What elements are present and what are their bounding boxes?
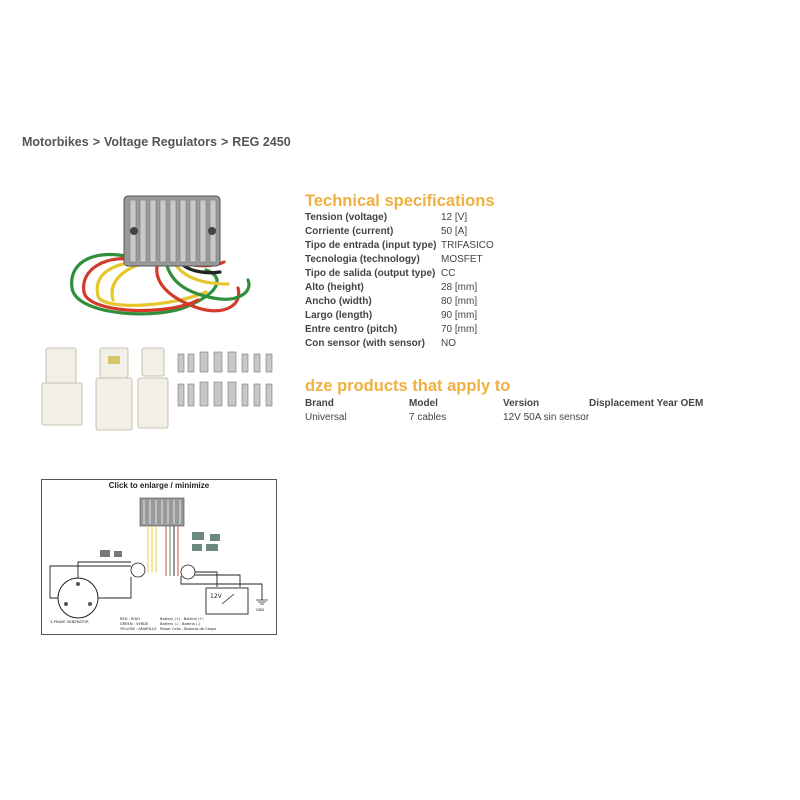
spec-value: 50 [A] [441, 226, 468, 237]
applicable-products [305, 376, 775, 425]
spec-value: 28 [mm] [441, 282, 478, 293]
spec-label: Tecnologia (technology) [305, 254, 420, 265]
legend-left-0: RED : ROJO [120, 617, 141, 621]
spec-label: Ancho (width) [305, 296, 372, 307]
spec-label: Alto (height) [305, 282, 364, 293]
breadcrumb-separator: > [220, 135, 229, 149]
wiring-diagram-illustration [42, 480, 277, 635]
table-row [305, 411, 775, 425]
spec-value: 80 [mm] [441, 296, 478, 307]
spec-row [305, 253, 565, 267]
diagram-caption[interactable]: Click to enlarge / minimize [108, 481, 210, 490]
generator-label: 3-PHASE GENERATOR [50, 620, 89, 624]
spec-row [305, 309, 565, 323]
technical-specifications [305, 191, 565, 351]
header-displacement-year-oem: Displacement Year OEM [589, 398, 704, 409]
spec-value: 70 [mm] [441, 324, 478, 335]
spec-value: MOSFET [441, 254, 483, 265]
breadcrumb-current-page: REG 2450 [232, 135, 291, 149]
spec-label: Tipo de entrada (input type) [305, 240, 437, 251]
spec-value: CC [441, 268, 456, 279]
spec-row [305, 281, 565, 295]
spec-label: Tension (voltage) [305, 212, 388, 223]
spec-label: Largo (length) [305, 310, 373, 321]
spec-table [305, 211, 565, 351]
breadcrumb-motorbikes[interactable]: Motorbikes [22, 135, 89, 149]
spec-row [305, 323, 565, 337]
product-extra [589, 411, 769, 425]
products-header-row [305, 397, 775, 411]
legend-left-1: GREEN : VERDE [120, 622, 149, 626]
breadcrumb [22, 135, 291, 149]
spec-value: TRIFASICO [441, 240, 494, 251]
product-version: 12V 50A sin sensor [503, 412, 590, 423]
legend-right-1: Battery (-) : Bateria (-) [160, 622, 201, 626]
product-model: 7 cables [409, 412, 447, 423]
breadcrumb-voltage-regulators[interactable]: Voltage Regulators [104, 135, 217, 149]
legend-right-2: Power Cells : Bobinas de Carga [160, 627, 216, 631]
spec-row [305, 225, 565, 239]
spec-label: Con sensor (with sensor) [305, 338, 426, 349]
spec-row [305, 337, 565, 351]
breadcrumb-separator: > [92, 135, 100, 149]
technical-specifications-title: Technical specifications [305, 192, 495, 210]
header-brand: Brand [305, 398, 334, 409]
spec-label: Corriente (current) [305, 226, 394, 237]
spec-row [305, 211, 565, 225]
spec-label: Entre centro (pitch) [305, 324, 398, 335]
header-version: Version [503, 398, 540, 409]
voltage-regulator-illustration [38, 188, 290, 438]
spec-value: 12 [V] [441, 212, 468, 223]
spec-value: 90 [mm] [441, 310, 478, 321]
ground-label: GND [256, 608, 265, 612]
spec-value: NO [441, 338, 456, 349]
spec-label: Tipo de salida (output type) [305, 268, 436, 279]
battery-label: 12V [210, 593, 222, 600]
spec-row [305, 239, 565, 253]
legend-right-0: Battery (+) : Bateria (+) [160, 617, 204, 621]
applicable-products-title: dze products that apply to [305, 377, 511, 395]
legend-left-2: YELLOW : AMARILLO [120, 627, 157, 631]
product-image[interactable] [38, 188, 290, 438]
product-brand: Universal [305, 412, 347, 423]
spec-row [305, 295, 565, 309]
spec-row [305, 267, 565, 281]
wiring-diagram[interactable] [41, 479, 277, 635]
header-model: Model [409, 398, 438, 409]
